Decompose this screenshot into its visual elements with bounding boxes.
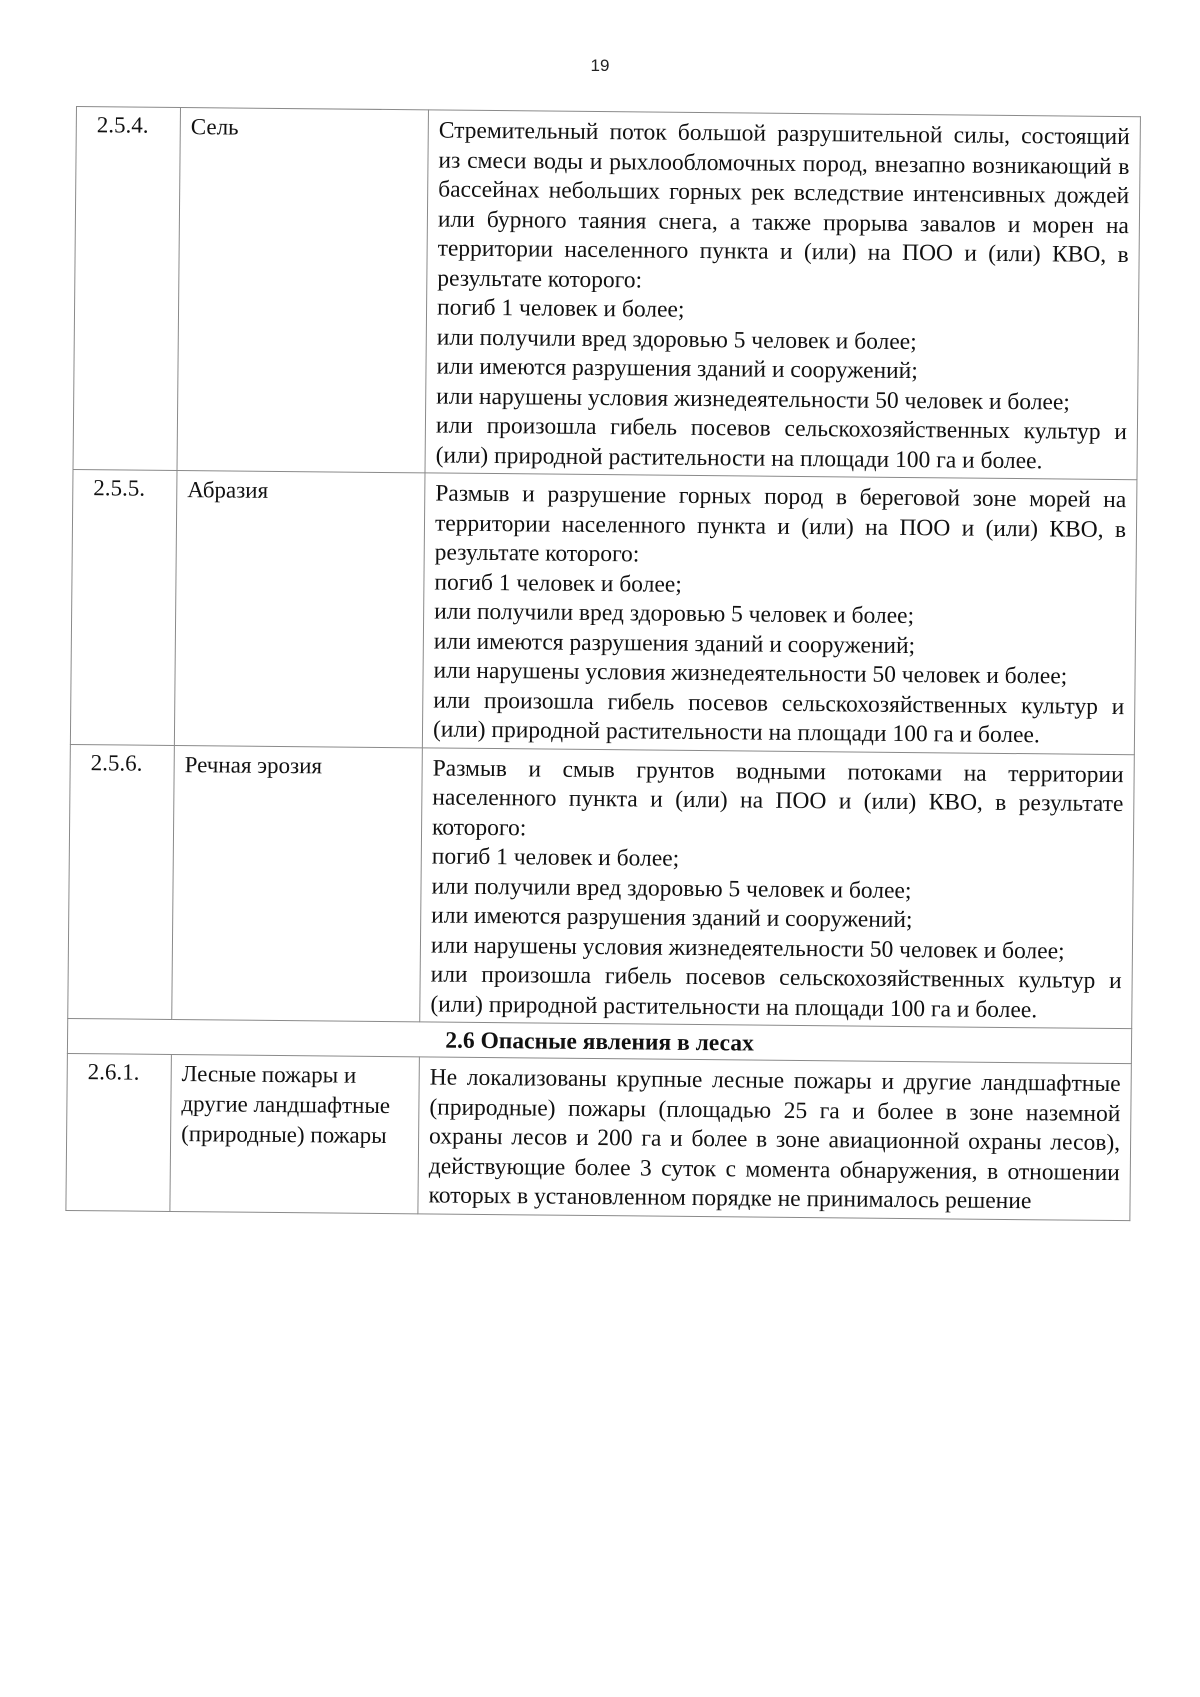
description-paragraph: или произошла гибель посевов сельскохозяйственных культур и (или) природной растительности на площади 100 га и более. xyxy=(435,412,1128,474)
table-row xyxy=(68,744,1135,1029)
description-paragraph: или имеются разрушения зданий и сооружений; xyxy=(431,902,913,934)
table-row xyxy=(73,107,1140,480)
hazard-name: Речная эрозия xyxy=(172,745,423,1022)
hazard-description xyxy=(425,110,1140,480)
table-row xyxy=(70,469,1137,754)
description-paragraph: или нарушены условия жизнедеятельности 50 человек и более; xyxy=(433,657,1068,690)
hazard-description xyxy=(420,747,1135,1028)
description-paragraph: или произошла гибель посевов сельскохозяйственных культур и (или) природной растительности на площади 100 га и более. xyxy=(432,686,1125,749)
hazard-name: Абразия xyxy=(174,470,425,747)
section-heading: 2.6 Опасные явления в лесах xyxy=(67,1018,1131,1063)
description-paragraph: Стремительный поток большой разрушительной силы, состоящий из смеси воды и рыхлообломочных пород, внезапно возникающий в бассейнах небольших горных рек вследствие интенсивных дождей или бурного таяния снега, а также прорыва завалов и морен на территории населенного пункта и (или) на ПОО и (или) КВО, в результате которого: xyxy=(437,117,1130,293)
description-paragraph: или имеются разрушения зданий и сооружений; xyxy=(433,627,916,659)
hazard-name: Сель xyxy=(177,108,428,473)
description-paragraph: Не локализованы крупные лесные пожары и другие ландшафтные (природные) пожары (площадью 25 га и более в зоне наземной охраны лесов и 200 га и более в зоне авиационной охраны лесов), действующие более 3 суток с момента обнаружения, в отношении которых в установленном порядке не принималось решение xyxy=(428,1064,1121,1215)
description-paragraph: или нарушены условия жизнедеятельности 50 человек и более; xyxy=(430,931,1065,965)
description-paragraph: или получили вред здоровью 5 человек и более; xyxy=(431,872,912,904)
hazard-description xyxy=(422,473,1137,754)
row-number: 2.5.6. xyxy=(68,744,175,1019)
hazard-table xyxy=(65,106,1141,1221)
description-paragraph: или получили вред здоровью 5 человек и более; xyxy=(434,598,915,630)
description-paragraph: или получили вред здоровью 5 человек и более; xyxy=(436,323,917,355)
description-paragraph: или произошла гибель посевов сельскохозяйственных культур и (или) природной растительности на площади 100 га и более. xyxy=(430,961,1122,1023)
row-number: 2.5.5. xyxy=(70,469,177,744)
row-number: 2.5.4. xyxy=(73,107,180,471)
table-row xyxy=(66,1053,1131,1220)
hazard-name: Лесные пожары и другие ландшафтные (природные) пожары xyxy=(170,1054,419,1213)
description-paragraph: или нарушены условия жизнедеятельности 50 человек и более; xyxy=(436,382,1071,416)
description-paragraph: Размыв и разрушение горных пород в береговой зоне морей на территории населенного пункта и (или) на ПОО и (или) КВО, в результате которого: xyxy=(434,480,1127,568)
hazard-description xyxy=(418,1057,1131,1220)
description-paragraph: или имеются разрушения зданий и сооружений; xyxy=(436,353,918,385)
row-number: 2.6.1. xyxy=(66,1053,171,1210)
description-paragraph: Размыв и смыв грунтов водными потоками на территории населенного пункта и (или) на ПОО и (или) КВО, в результате которого: xyxy=(431,754,1124,841)
description-paragraph: погиб 1 человек и более; xyxy=(436,294,685,323)
description-paragraph: погиб 1 человек и более; xyxy=(434,568,682,598)
page-number: 19 xyxy=(590,56,610,75)
description-paragraph: погиб 1 человек и более; xyxy=(431,843,680,872)
